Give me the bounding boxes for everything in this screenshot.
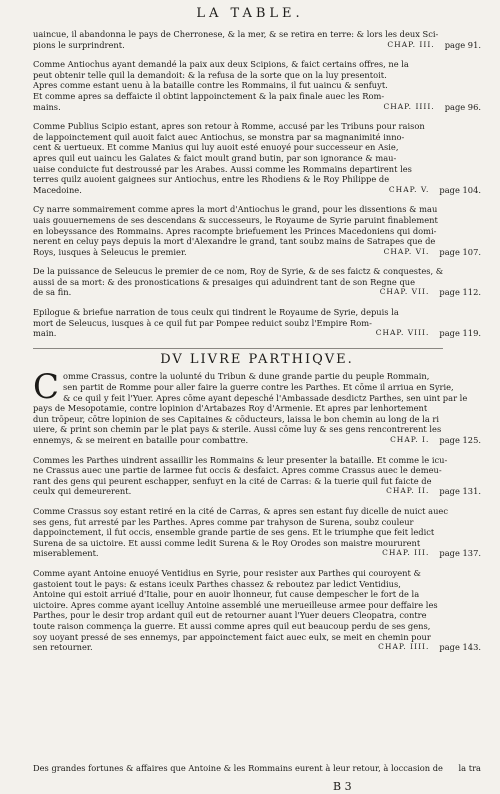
entry-line: sen partit de Romme pour aller faire la guerre contre les Parthes. Et cōme il arriua en Syrie,: [63, 382, 454, 393]
entry-line: Et comme apres sa deffaicte il obtint lappoinctement & la paix finale auec les Rom-: [33, 90, 385, 101]
toc-entry: [33, 266, 481, 298]
toc-entry: [33, 568, 481, 653]
entry-line: De la puissance de Seleucus le premier de ce nom, Roy de Syrie, & de ses faictz & conquestes, &: [33, 266, 444, 277]
section-heading: DV LIVRE PARTHIQVE.: [160, 351, 354, 367]
entry-line: terres quilz auoient gaignees sur Antiochus, entre les Rhodiens & le Roy Philippe de: [33, 174, 390, 185]
entry-line: uais gouuernemens de ses descendans & successeurs, le Royaume de Syrie paruint finablement: [33, 214, 438, 225]
entry-line: Macedoine.: [33, 184, 82, 195]
page-number: page 112.: [439, 287, 481, 298]
page-number: page 107.: [439, 246, 481, 257]
page-number: page 96.: [444, 101, 481, 112]
entry-line: uaincue, il abandonna le pays de Cherronese, & la mer, & se retira en terre: & lors les deux Sci-: [33, 29, 439, 39]
page-title: LA TABLE.: [196, 6, 304, 21]
entry-line: pays de Mesopotamie, contre lopinion d'Artabazes Roy d'Armenie. Et apres par lenhortement: [33, 403, 428, 414]
footer-text: Des grandes fortunes & affaires que Antoine & les Rommains eurent à leur retour, à loccasion de: [33, 763, 443, 773]
parthian-entries-list: [33, 367, 481, 653]
entry-line: Surena de sa uictoire. Et aussi comme ledit Surena & le Roy Orodes son maistre moururent: [33, 537, 421, 548]
table-of-contents: [33, 29, 481, 662]
toc-entry: [33, 506, 481, 559]
entry-line: de sa fin.: [33, 287, 72, 298]
entries-list: [33, 29, 481, 339]
toc-entry: [33, 307, 481, 339]
entry-line: Comme Crassus soy estant retiré en la cité de Carras, & apres sen estant fuy dicelle de nuict auec: [33, 505, 448, 516]
entry-line: mains.: [33, 101, 61, 112]
entry-line: miserablement.: [33, 548, 99, 559]
entry-line: Comme Antiochus ayant demandé la paix aux deux Scipions, & faict certains offres, ne la: [33, 59, 409, 70]
entry-line: sen retourner.: [33, 642, 93, 653]
entry-line: nerent en celuy pays depuis la mort d'Alexandre le grand, tant soubz mains de Satrapes que de: [33, 236, 436, 247]
page-number: page 104.: [439, 184, 481, 195]
chapter-number: CHAP. VI.: [383, 246, 430, 256]
entry-line: gastoient tout le pays: & estans iceulx Parthes chassez & reboutez par ledict Ventidius,: [33, 578, 401, 589]
entry-line: dappoinctement, il fut occis, ensemble grande partie de ses gens. Et le triumphe que feit ledict: [33, 527, 435, 538]
entry-line: Cy narre sommairement comme apres la mort d'Antiochus le grand, pour les dissentions & mau: [33, 204, 438, 215]
page-footer: [33, 763, 481, 773]
chapter-number: CHAP. IIII.: [378, 642, 430, 652]
chapter-reference: [33, 548, 481, 559]
page-number: page 137.: [439, 548, 481, 559]
entry-line: Epilogue & briefue narration de tous ceulx qui tindrent le Royaume de Syrie, depuis la: [33, 307, 399, 318]
entry-line: ceulx qui demeurerent.: [33, 486, 132, 497]
chapter-number: CHAP. IIII.: [383, 101, 435, 111]
chapter-number: CHAP. I.: [390, 435, 430, 444]
toc-entry: [33, 121, 481, 195]
chapter-reference: [33, 185, 481, 196]
entry-line: Antoine qui estoit arriué d'Italie, pour en auoir lhonneur, fut cause dempescher le fort de la: [33, 589, 420, 600]
entry-line: toute raison commença la guerre. Et aussi comme apres quil eut beaucoup perdu de ses gens,: [33, 620, 431, 631]
entry-line: omme Crassus, contre la uolunté du Tribun & dune grande partie du peuple Rommain,: [63, 371, 430, 382]
entry-line: Roys, iusques à Seleucus le premier.: [33, 246, 187, 257]
catchword: la tra: [458, 763, 481, 773]
chapter-reference: [33, 328, 481, 339]
drop-cap: C: [33, 367, 60, 408]
entry-line: uaise conduicte fut destroussé par les Arabes. Aussi comme les Rommains departirent les: [33, 163, 412, 174]
entry-line: Comme ayant Antoine enuoyé Ventidius en Syrie, pour resister aux Parthes qui couroyent &: [33, 567, 421, 578]
entry-line: cent & uertueux. Et comme Manius qui luy auoit esté enuoyé pour successeur en Asie,: [33, 142, 399, 153]
chapter-number: CHAP. VII.: [379, 287, 430, 297]
chapter-reference: [33, 287, 481, 298]
chapter-reference: [33, 642, 481, 653]
entry-line: rant des gens qui peurent eschapper, senfuyt en la cité de Carras: & la tuerie quil fut faicte de: [33, 475, 432, 486]
entry-line: main.: [33, 328, 57, 339]
entry-line: soy uoyant pressé de ses ennemys, par appoinctement faict auec eulx, se meit en chemin pour: [33, 631, 431, 642]
page-number: page 119.: [439, 328, 481, 339]
toc-entry: [33, 29, 481, 50]
toc-entry: [33, 455, 481, 497]
entry-line: Comme Publius Scipio estant, apres son retour à Romme, accusé par les Tribuns pour raison: [33, 121, 425, 132]
entry-line: Parthes, pour le desir trop ardant quil eut de retourner auant l'Yuer deuers Cleopatra, contre: [33, 610, 427, 621]
page-number: page 91.: [444, 39, 481, 50]
chapter-number: CHAP. III.: [382, 548, 430, 558]
toc-entry: [33, 367, 481, 445]
signature-mark: B 3: [333, 780, 352, 793]
chapter-number: CHAP. V.: [388, 184, 430, 194]
chapter-number: CHAP. II.: [386, 486, 430, 496]
entry-line: en lobeyssance des Rommains. Apres racompte briefuement les Princes Macedoniens qui domi-: [33, 225, 437, 236]
entry-line: uiere, & print son chemin par le plat pays & sterile. Aussi cōme luy & ses gens rencontrerent les: [33, 424, 442, 435]
entry-line: de lappoinctement quil auoit faict auec Antiochus, se monstra par sa magnanimité inno-: [33, 131, 405, 142]
toc-entry: [33, 59, 481, 112]
page-number: page 125.: [439, 435, 481, 445]
chapter-number: CHAP. III.: [387, 39, 435, 49]
signature-mark-wrap: [33, 775, 352, 794]
entry-line: ne Crassus auec une partie de larmee fut occis & desfaict. Apres comme Crassus auec le demeu-: [33, 465, 442, 476]
entry-line: dun trōpeur, cōtre lopinion de ses Capitaines & cōducteurs, laissa le bon chemin au long de la ri: [33, 413, 440, 424]
entry-line: Commes les Parthes uindrent assaillir les Rommains & leur presenter la bataille. Et comme le icu-: [33, 454, 448, 465]
entry-line: uictoire. Apres comme ayant icelluy Antoine assemblé une merueilleuse armee pour deffaire les: [33, 599, 438, 610]
entry-line: apres quil eut uaincu les Galates & faict moult grand butin, par son ignorance & mau-: [33, 152, 397, 163]
entry-line: ses gens, fut arresté par les Parthes. Apres comme par trahyson de Surena, soubz couleur: [33, 516, 414, 527]
page-number: page 131.: [439, 486, 481, 497]
chapter-reference: [33, 102, 481, 113]
page-number: page 143.: [439, 642, 481, 653]
chapter-number: CHAP. VIII.: [375, 328, 430, 338]
entry-line: mort de Seleucus, iusques à ce quil fut par Pompee reduict soubz l'Empire Rom-: [33, 317, 372, 328]
toc-entry: [33, 204, 481, 257]
entry-line: ennemys, & se meirent en bataille pour combattre.: [33, 435, 249, 445]
entry-line: & ce quil y feit l'Yuer. Apres cōme ayant depesché l'Ambassade desdictz Parthes, sen uint par le: [63, 392, 468, 403]
entry-line: pions le surprindrent.: [33, 39, 125, 50]
entry-line: Apres comme estant uenu à la bataille contre les Rommains, il fut uaincu & senfuyt.: [33, 80, 388, 91]
entry-line: aussi de sa mort: & des pronostications & presaiges qui aduindrent tant de son Regne que: [33, 276, 416, 287]
entry-line: peut obtenir telle quil la demandoit: & la refusa de la sorte que on la luy presentoit.: [33, 69, 387, 80]
divider: [33, 348, 443, 349]
